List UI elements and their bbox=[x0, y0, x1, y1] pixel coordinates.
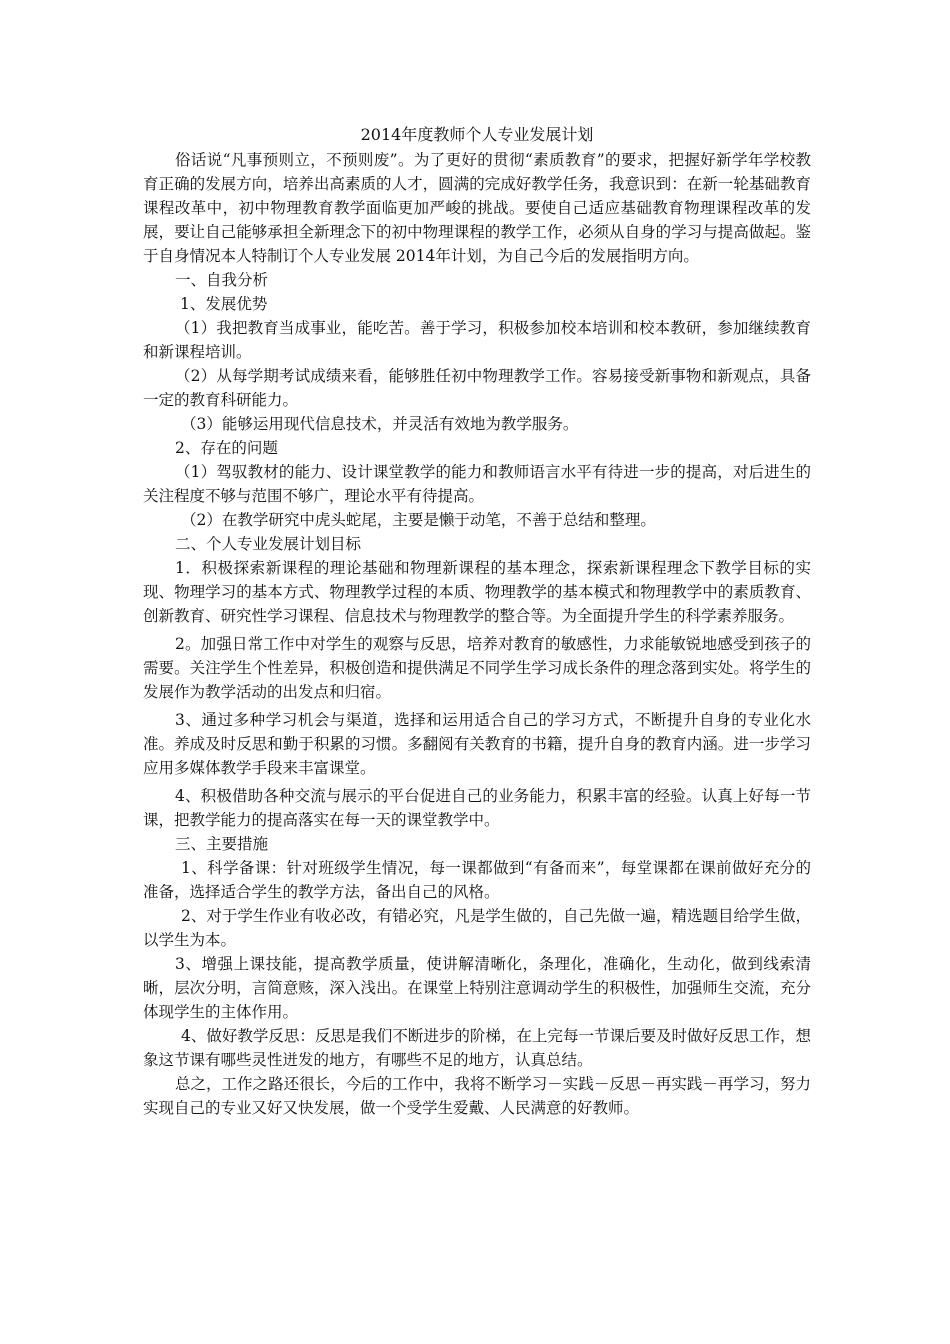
list-item: 1、科学备课：针对班级学生情况，每一课都做到“有备而来”，每堂课都在课前做好充分的准备，选择适合学生的教学方法，备出自己的风格。 bbox=[143, 859, 811, 901]
intro-paragraph: 俗话说“凡事预则立，不预则废”。为了更好的贯彻“素质教育”的要求，把握好新学年学校教育正确的发展方向，培养出高素质的人才，圆满的完成好教学任务，我意识到：在新一轮基础教育课程改革中，初中物理教育教学面临更加严峻的挑战。要使自己适应基础教育物理课程改革的发展，要让自己能够承担全新理念下的初中物理课程的教学工作，必须从自身的学习与提高做起。鉴于自身情况本人特制订个人专业发展 2014年计划，为自己今后的发展指明方向。 bbox=[143, 151, 811, 265]
list-item: 3、通过多种学习机会与渠道，选择和运用适合自己的学习方式，不断提升自身的专业化水准。养成及时反思和勤于积累的习惯。多翻阅有关教育的书籍，提升自身的教育内涵。进一步学习应用多媒体教学手段来丰富课堂。 bbox=[143, 711, 811, 777]
list-item: （3）能够运用现代信息技术，并灵活有效地为教学服务。 bbox=[181, 415, 579, 433]
section-heading-goals: 二、个人专业发展计划目标 bbox=[175, 535, 362, 553]
list-item: （2）在教学研究中虎头蛇尾，主要是懒于动笔，不善于总结和整理。 bbox=[181, 511, 656, 529]
document-title: 2014年度教师个人专业发展计划 bbox=[360, 125, 594, 144]
list-item: 3、增强上课技能，提高教学质量，使讲解清晰化，条理化，准确化，生动化，做到线索清晰，层次分明，言简意赅，深入浅出。在课堂上特别注意调动学生的积极性，加强师生交流，充分体现学生的主体作用。 bbox=[143, 955, 811, 1021]
document-page bbox=[143, 124, 811, 1120]
list-item: 4、做好教学反思：反思是我们不断进步的阶梯，在上完每一节课后要及时做好反思工作，想象这节课有哪些灵性迸发的地方，有哪些不足的地方，认真总结。 bbox=[143, 1027, 811, 1069]
subheading-strengths: 1、发展优势 bbox=[180, 295, 268, 313]
list-item: （1）我把教育当成事业，能吃苦。善于学习，积极参加校本培训和校本教研，参加继续教育和新课程培训。 bbox=[143, 319, 811, 361]
conclusion-paragraph: 总之，工作之路还很长，今后的工作中，我将不断学习－实践－反思－再实践－再学习，努力实现自己的专业又好又快发展，做一个受学生爱戴、人民满意的好教师。 bbox=[143, 1075, 811, 1117]
list-item: （2）从每学期考试成绩来看，能够胜任初中物理教学工作。容易接受新事物和新观点，具备一定的教育科研能力。 bbox=[143, 367, 811, 409]
list-item: （1）驾驭教材的能力、设计课堂教学的能力和教师语言水平有待进一步的提高，对后进生的关注程度不够与范围不够广，理论水平有待提高。 bbox=[143, 463, 811, 505]
list-item: 4、积极借助各种交流与展示的平台促进自己的业务能力，积累丰富的经验。认真上好每一节课，把教学能力的提高落实在每一天的课堂教学中。 bbox=[143, 787, 811, 829]
list-item: 1．积极探索新课程的理论基础和物理新课程的基本理念，探索新课程理念下教学目标的实现、物理学习的基本方式、物理教学过程的本质、物理教学的基本模式和物理教学中的素质教育、创新教育、研究性学习课程、信息技术与物理教学的整合等。为全面提升学生的科学素养服务。 bbox=[143, 559, 811, 625]
list-item: 2、对于学生作业有收必改，有错必究，凡是学生做的，自己先做一遍，精选题目给学生做，以学生为本。 bbox=[143, 907, 811, 949]
list-item: 2。加强日常工作中对学生的观察与反思，培养对教育的敏感性，力求能敏锐地感受到孩子的需要。关注学生个性差异，积极创造和提供满足不同学生学习成长条件的理念落到实处。将学生的发展作为教学活动的出发点和归宿。 bbox=[143, 635, 811, 701]
section-heading-measures: 三、主要措施 bbox=[175, 835, 269, 853]
subheading-problems: 2、存在的问题 bbox=[175, 439, 278, 457]
section-heading-self-analysis: 一、自我分析 bbox=[175, 271, 269, 289]
